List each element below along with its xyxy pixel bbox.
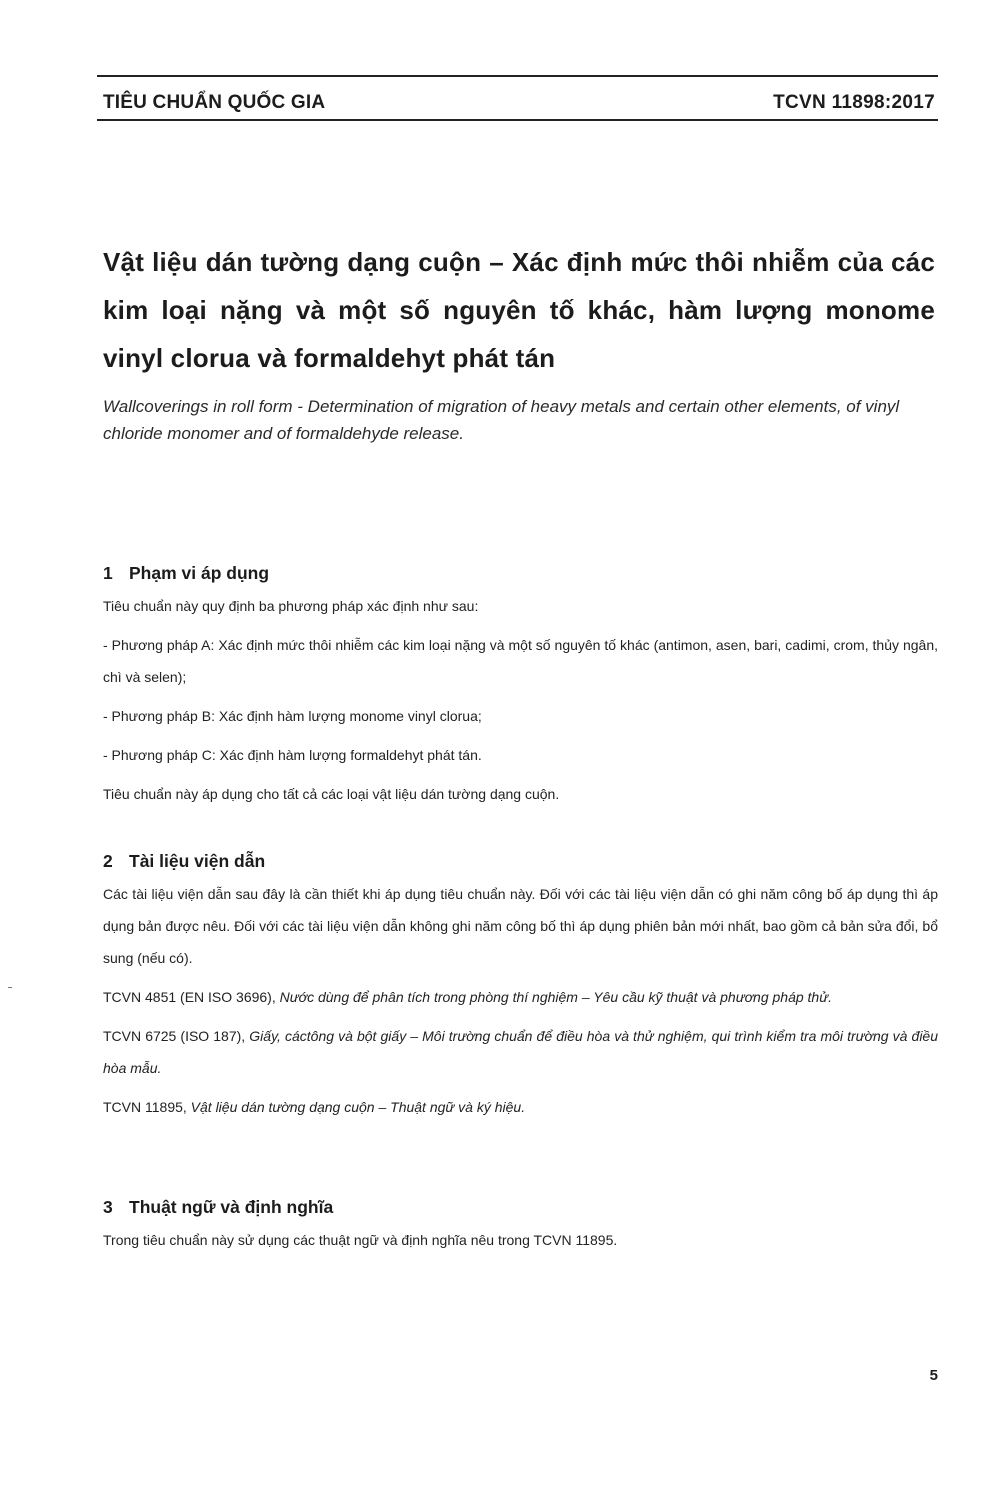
reference-item: [103, 1091, 938, 1123]
header-rule-top: [97, 75, 938, 77]
section-number: 3: [103, 1197, 113, 1217]
reference-title: Giấy, cáctông và bột giấy – Môi trường chuẩn để điều hòa và thử nghiệm, qui trình kiểm tra môi trường và điều hòa mẫu.: [103, 1028, 939, 1076]
paragraph: - Phương pháp C: Xác định hàm lượng formaldehyt phát tán.: [103, 747, 482, 763]
paragraph: - Phương pháp A: Xác định mức thôi nhiễm các kim loại nặng và một số nguyên tố khác (antimon, asen, bari, cadimi, crom, thủy ngân, chì và selen);: [103, 637, 938, 685]
reference-code: TCVN 6725 (ISO 187),: [103, 1028, 246, 1044]
section-heading: [103, 850, 938, 872]
section-terms-definitions: [103, 1196, 938, 1256]
section-number: 1: [103, 563, 113, 583]
reference-code: TCVN 4851 (EN ISO 3696),: [103, 989, 276, 1005]
document-title: Vật liệu dán tường dạng cuộn – Xác định mức thôi nhiễm của các kim loại nặng và một số nguyên tố khác, hàm lượng monome vinyl clorua và formaldehyt phát tán: [103, 247, 935, 373]
reference-item: [103, 981, 938, 1013]
paragraph: Tiêu chuẩn này áp dụng cho tất cả các loại vật liệu dán tường dạng cuộn.: [103, 786, 560, 802]
reference-title: Vật liệu dán tường dạng cuộn – Thuật ngữ và ký hiệu.: [190, 1099, 526, 1115]
section-number: 2: [103, 851, 113, 871]
section-title: Tài liệu viện dẫn: [129, 851, 266, 871]
header-standard-label: TIÊU CHUẨN QUỐC GIA: [103, 92, 326, 113]
paragraph: Trong tiêu chuẩn này sử dụng các thuật ngữ và định nghĩa nêu trong TCVN 11895.: [103, 1232, 618, 1248]
section-normative-references: [103, 850, 938, 1123]
section-heading: [103, 562, 938, 584]
paragraph: - Phương pháp B: Xác định hàm lượng monome vinyl clorua;: [103, 708, 482, 724]
page-number: 5: [929, 1367, 938, 1384]
paragraph: Tiêu chuẩn này quy định ba phương pháp xác định như sau:: [103, 598, 479, 614]
header-rule-bottom: [97, 119, 938, 121]
scan-artifact: [8, 987, 12, 988]
section-heading: [103, 1196, 938, 1218]
section-title: Thuật ngữ và định nghĩa: [129, 1197, 334, 1217]
header-standard-code: TCVN 11898:2017: [773, 92, 935, 113]
paragraph: Các tài liệu viện dẫn sau đây là cần thiết khi áp dụng tiêu chuẩn này. Đối với các tài liệu viện dẫn có ghi năm công bố áp dụng thì áp dụng bản được nêu. Đối với các tài liệu viện dẫn không ghi năm công bố thì áp dụng phiên bản mới nhất, bao gồm cả bản sửa đổi, bổ sung (nếu có).: [103, 886, 938, 966]
section-title: Phạm vi áp dụng: [129, 563, 270, 583]
section-scope: [103, 562, 938, 810]
reference-code: TCVN 11895,: [103, 1099, 187, 1115]
reference-item: [103, 1020, 938, 1084]
document-subtitle-english: Wallcoverings in roll form - Determination of migration of heavy metals and certain other elements, of vinyl chloride monomer and of formaldehyde release.: [103, 397, 900, 443]
reference-title: Nước dùng để phân tích trong phòng thí nghiệm – Yêu cầu kỹ thuật và phương pháp thử.: [279, 989, 832, 1005]
